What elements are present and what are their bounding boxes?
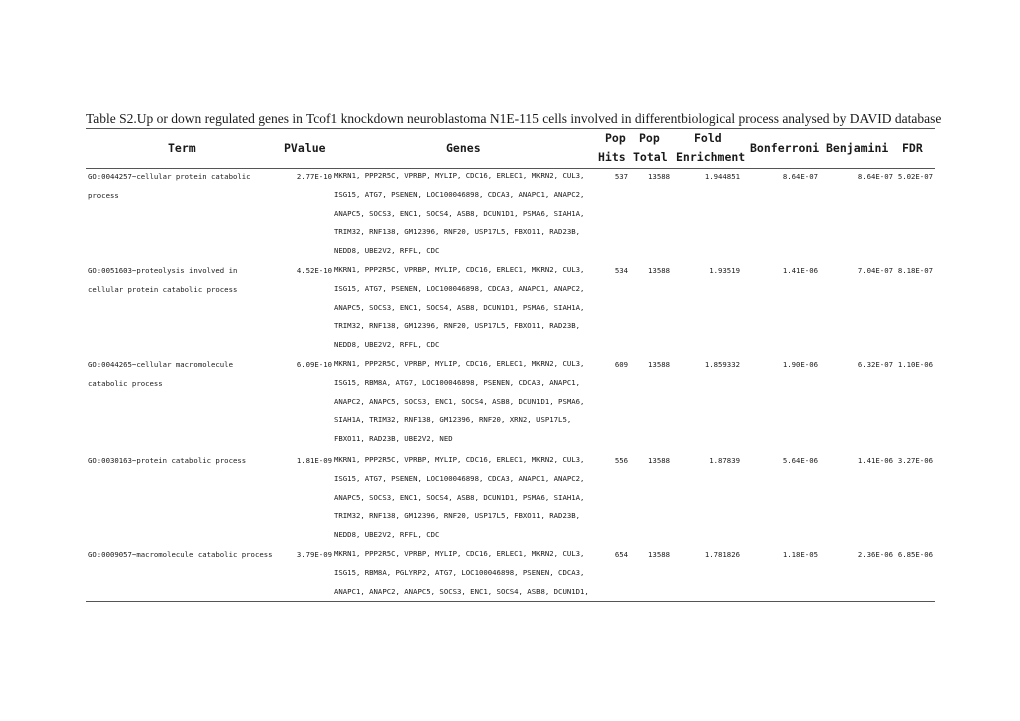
pop-hits-cell: 537 [614, 172, 628, 181]
fold-enrichment-cell: 1.944851 [704, 172, 740, 181]
bonferroni-cell: 1.18E-05 [782, 550, 818, 559]
benjamini-cell: 6.32E-07 [857, 360, 893, 369]
fold-enrichment-cell: 1.87839 [709, 456, 740, 465]
genes-cell-line: TRIM32, RNF138, GM12396, RNF20, USP17L5, FBXO11, RAD23B, [334, 321, 581, 331]
header-genes: Genes [446, 141, 481, 155]
genes-cell-line: MKRN1, PPP2R5C, VPRBP, MYLIP, CDC16, ERLEC1, MKRN2, CUL3, [334, 171, 585, 180]
genes-cell-line: ANAPC2, ANAPC5, SOCS3, ENC1, SOCS4, ASB8, DCUN1D1, PSMA6, [334, 396, 585, 406]
pvalue-cell: 6.09E-10 [296, 360, 332, 369]
bonferroni-cell: 1.41E-06 [782, 266, 818, 275]
term-cell: GO:0051603~proteolysis involved in [88, 266, 238, 275]
term-cell: GO:0044265~cellular macromolecule [88, 360, 233, 369]
term-cell: catabolic process [88, 378, 163, 388]
pvalue-cell: 4.52E-10 [296, 266, 332, 275]
header-benjamini: Benjamini [826, 141, 889, 155]
genes-cell-line: ANAPC5, SOCS3, ENC1, SOCS4, ASB8, DCUN1D1, PSMA6, SIAH1A, [334, 302, 585, 312]
genes-cell-line: MKRN1, PPP2R5C, VPRBP, MYLIP, CDC16, ERLEC1, MKRN2, CUL3, [334, 265, 585, 274]
genes-cell-line: ISG15, RBM8A, ATG7, LOC100046898, PSENEN, CDCA3, ANAPC1, [334, 377, 581, 387]
genes-cell-line: NEDD8, UBE2V2, RFFL, CDC [334, 530, 440, 540]
pvalue-cell: 3.79E-09 [296, 550, 332, 559]
header-pop-total-line1: Pop [639, 131, 660, 145]
header-fold-line2: Enrichment [676, 150, 746, 164]
pop-hits-cell: 534 [614, 266, 628, 275]
genes-cell-line: ISG15, RBM8A, PGLYRP2, ATG7, LOC100046898, PSENEN, CDCA3, [334, 567, 585, 577]
header-pop-hits-line2: Hits [598, 150, 626, 164]
header-pop-total-line2: Total [633, 150, 668, 164]
fdr-cell: 5.02E-07 [897, 172, 933, 181]
benjamini-cell: 7.04E-07 [857, 266, 893, 275]
genes-cell-line: MKRN1, PPP2R5C, VPRBP, MYLIP, CDC16, ERLEC1, MKRN2, CUL3, [334, 549, 585, 558]
genes-cell-line: ANAPC1, ANAPC2, ANAPC5, SOCS3, ENC1, SOCS4, ASB8, DCUN1D1, [334, 586, 589, 596]
header-pvalue: PValue [284, 141, 326, 155]
genes-cell-line: MKRN1, PPP2R5C, VPRBP, MYLIP, CDC16, ERLEC1, MKRN2, CUL3, [334, 455, 585, 464]
header-pop-hits-line1: Pop [605, 131, 626, 145]
pop-total-cell: 13588 [648, 266, 670, 275]
term-cell: GO:0030163~protein catabolic process [88, 456, 247, 465]
fdr-cell: 6.85E-06 [897, 550, 933, 559]
benjamini-cell: 2.36E-06 [857, 550, 893, 559]
table-bottom-rule [86, 601, 935, 602]
genes-cell-line: SIAH1A, TRIM32, RNF138, GM12396, RNF20, XRN2, USP17L5, [334, 415, 572, 425]
pop-total-cell: 13588 [648, 456, 670, 465]
genes-cell-line: ISG15, ATG7, PSENEN, LOC100046898, CDCA3, ANAPC1, ANAPC2, [334, 473, 585, 483]
genes-cell-line: ANAPC5, SOCS3, ENC1, SOCS4, ASB8, DCUN1D1, PSMA6, SIAH1A, [334, 208, 585, 218]
pop-total-cell: 13588 [648, 172, 670, 181]
pop-hits-cell: 556 [614, 456, 628, 465]
fdr-cell: 3.27E-06 [897, 456, 933, 465]
fold-enrichment-cell: 1.781826 [704, 550, 740, 559]
fold-enrichment-cell: 1.93519 [709, 266, 740, 275]
header-fold-line1: Fold [694, 131, 722, 145]
pop-hits-cell: 609 [614, 360, 628, 369]
pvalue-cell: 2.77E-10 [296, 172, 332, 181]
table-caption: Table S2.Up or down regulated genes in Tcof1 knockdown neuroblastoma N1E-115 cells involved in differentbiological process analysed by DAVID database [86, 111, 942, 126]
fold-enrichment-cell: 1.859332 [704, 360, 740, 369]
header-term: Term [168, 141, 196, 155]
term-cell: GO:0044257~cellular protein catabolic [88, 172, 251, 181]
pop-total-cell: 13588 [648, 360, 670, 369]
term-cell: cellular protein catabolic process [88, 284, 238, 294]
term-cell: GO:0009057~macromolecule catabolic process [88, 550, 273, 559]
term-cell: process [88, 190, 119, 200]
genes-cell-line: TRIM32, RNF138, GM12396, RNF20, USP17L5, FBXO11, RAD23B, [334, 511, 581, 521]
header-fdr: FDR [902, 141, 923, 155]
table-top-rule [86, 128, 935, 129]
header-bonferroni: Bonferroni [750, 141, 820, 155]
pvalue-cell: 1.81E-09 [296, 456, 332, 465]
pop-total-cell: 13588 [648, 550, 670, 559]
bonferroni-cell: 5.64E-06 [782, 456, 818, 465]
fdr-cell: 8.18E-07 [897, 266, 933, 275]
genes-cell-line: ANAPC5, SOCS3, ENC1, SOCS4, ASB8, DCUN1D1, PSMA6, SIAH1A, [334, 492, 585, 502]
genes-cell-line: TRIM32, RNF138, GM12396, RNF20, USP17L5, FBXO11, RAD23B, [334, 227, 581, 237]
genes-cell-line: ISG15, ATG7, PSENEN, LOC100046898, CDCA3, ANAPC1, ANAPC2, [334, 189, 585, 199]
bonferroni-cell: 1.90E-06 [782, 360, 818, 369]
genes-cell-line: FBXO11, RAD23B, UBE2V2, NED [334, 434, 453, 444]
bonferroni-cell: 8.64E-07 [782, 172, 818, 181]
fdr-cell: 1.10E-06 [897, 360, 933, 369]
genes-cell-line: MKRN1, PPP2R5C, VPRBP, MYLIP, CDC16, ERLEC1, MKRN2, CUL3, [334, 359, 585, 368]
benjamini-cell: 1.41E-06 [857, 456, 893, 465]
genes-cell-line: NEDD8, UBE2V2, RFFL, CDC [334, 340, 440, 350]
genes-cell-line: ISG15, ATG7, PSENEN, LOC100046898, CDCA3, ANAPC1, ANAPC2, [334, 283, 585, 293]
pop-hits-cell: 654 [614, 550, 628, 559]
genes-cell-line: NEDD8, UBE2V2, RFFL, CDC [334, 246, 440, 256]
benjamini-cell: 8.64E-07 [857, 172, 893, 181]
